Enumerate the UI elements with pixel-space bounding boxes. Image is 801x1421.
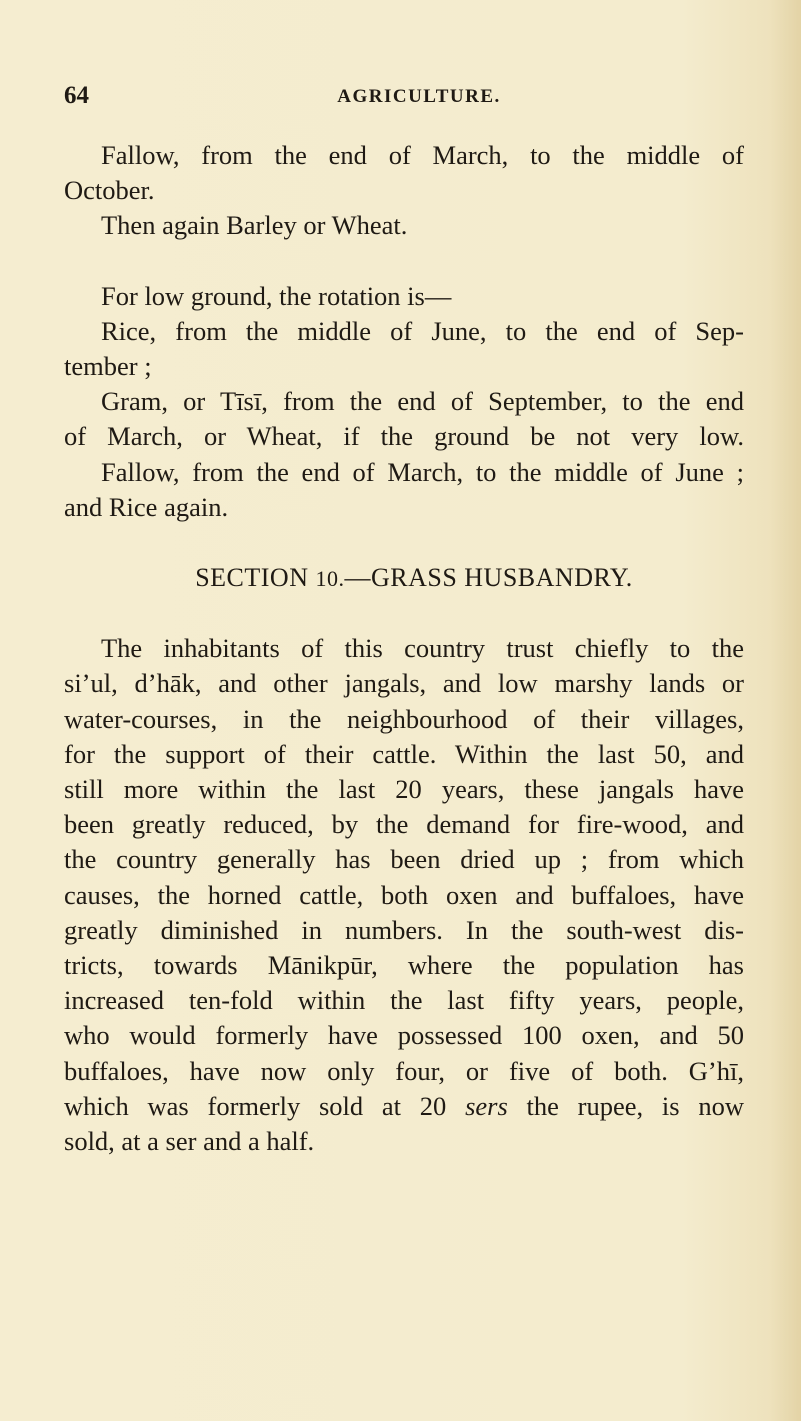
section-heading [64, 560, 744, 596]
text-line: For low ground, the rotation is— [101, 280, 452, 311]
line-text: the rupee, is now [507, 1090, 744, 1121]
text-line: of March, or Wheat, if the ground be not very low. [64, 421, 744, 452]
paragraph-line: greatly diminished in numbers. In the south-west dis- [64, 914, 744, 945]
text-line: Rice, from the middle of June, to the end of Sep- [101, 315, 744, 346]
text-line: and Rice again. [64, 491, 229, 522]
running-head: AGRICULTURE. [337, 86, 501, 107]
body-text [64, 138, 744, 1159]
text-line: Fallow, from the end of March, to the middle of [101, 140, 744, 170]
text-line: Then again Barley or Wheat. [101, 210, 408, 241]
paragraph-line: causes, the horned cattle, both oxen and buffaloes, have [64, 879, 744, 910]
paragraph-line: the country generally has been dried up ; from which [64, 844, 744, 875]
page-number: 64 [64, 82, 89, 109]
text-line: October. [64, 175, 155, 206]
spacer [64, 525, 744, 560]
paragraph-line: who would formerly have possessed 100 oxen, and 50 [64, 1020, 744, 1051]
section-prefix: SECTION [195, 563, 316, 593]
paragraph-line: tricts, towards Mānikpūr, where the population has [64, 950, 744, 981]
paragraph-line: water-courses, in the neighbourhood of their villages, [64, 703, 744, 734]
line-text: which was formerly sold at 20 [64, 1090, 466, 1121]
text-line: tember ; [64, 351, 152, 382]
page-header [64, 82, 744, 116]
paragraph-line: The inhabitants of this country trust chiefly to the [101, 633, 744, 664]
spacer [64, 596, 744, 631]
paragraph-line: still more within the last 20 years, these jangals have [64, 774, 744, 805]
paragraph-line: for the support of their cattle. Within the last 50, and [64, 738, 744, 769]
paragraph-line [64, 1089, 744, 1124]
italic-word: sers [465, 1090, 508, 1121]
paragraph-line: buffaloes, have now only four, or five of both. G’hī, [64, 1055, 744, 1086]
paragraph-line: increased ten-fold within the last fifty years, people, [64, 985, 744, 1016]
section-number: 10. [315, 566, 345, 592]
spacer [64, 244, 744, 279]
text-line: Fallow, from the end of March, to the middle of June ; [101, 456, 744, 487]
paragraph-line: been greatly reduced, by the demand for fire-wood, and [64, 809, 744, 840]
text-line: Gram, or Tīsī, from the end of September, to the end [101, 386, 744, 417]
paragraph-line: sold, at a ser and a half. [64, 1126, 315, 1157]
paragraph-line: si’ul, d’hāk, and other jangals, and low marshy lands or [64, 668, 744, 699]
section-title: —GRASS HUSBANDRY. [344, 563, 633, 593]
